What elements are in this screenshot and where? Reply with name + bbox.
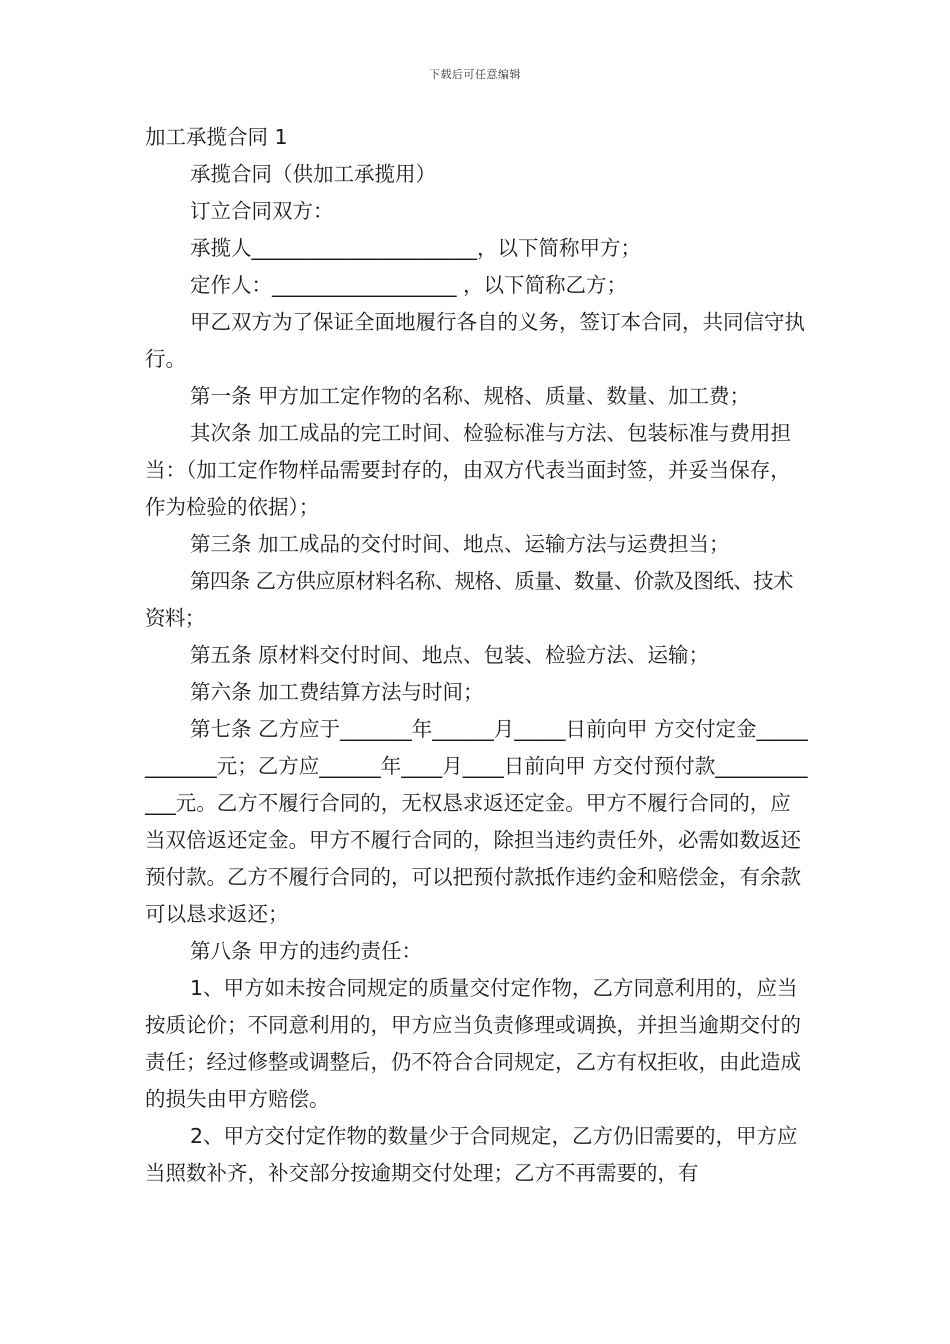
paragraph-subtitle: 承揽合同（供加工承揽用） — [190, 162, 436, 186]
clause-8-item-2: 2、甲方交付定作物的数量少于合同规定，乙方仍旧需要的，甲方应当照数补齐，补交部分按逾期交付处理；乙方不再需要的，有 — [145, 1124, 798, 1185]
clause-8: 第八条 甲方的违约责任： — [190, 939, 423, 963]
clause-3: 第三条 加工成品的交付时间、地点、运输方法与运费担当； — [190, 532, 730, 556]
clause-5: 第五条 原材料交付时间、地点、包装、检验方法、运输； — [190, 643, 710, 667]
paragraph-parties-heading: 订立合同双方： — [190, 199, 334, 223]
document-title: 加工承揽合同 1 — [145, 125, 288, 149]
header-note: 下载后可任意编辑 — [429, 68, 521, 81]
clause-7: 第七条 乙方应于_______年______月_____日前向甲 方交付定金____________元；乙方应______年____月____日前向甲 方交付预付款____________元。乙方不履行合同的，无权恳求返还定金。甲方不履行合同的，应当双倍返还定金。甲方不履行合同的，除担当违约责任外，必需如数返还预付款。乙方不履行合同的，可以把预付款抵作违约金和赔偿金，有余款可以恳求返还； — [145, 717, 808, 926]
clause-1: 第一条 甲方加工定作物的名称、规格、质量、数量、加工费； — [190, 384, 751, 408]
paragraph-orderer: 定作人：__________________ ，以下简称乙方； — [190, 273, 628, 297]
clause-8-item-1: 1、甲方如未按合同规定的质量交付定作物，乙方同意利用的，应当按质论价；不同意利用的，甲方应当负责修理或调换，并担当逾期交付的责任；经过修整或调整后，仍不符合合同规定，乙方有权拒收，由此造成的损失由甲方赔偿。 — [145, 976, 801, 1111]
clause-6: 第六条 加工费结算方法与时间； — [190, 680, 484, 704]
clause-2: 其次条 加工成品的完工时间、检验标准与方法、包装标准与费用担当：（加工定作物样品需要封存的，由双方代表当面封签，并妥当保存，作为检验的依据）； — [145, 421, 792, 519]
clause-4: 第四条 乙方供应原材料名称、规格、质量、数量、价款及图纸、技术资料； — [145, 569, 793, 630]
paragraph-preamble: 甲乙双方为了保证全面地履行各自的义务，签订本合同，共同信守执行。 — [145, 310, 805, 371]
document-body — [145, 119, 811, 1192]
paragraph-contractor: 承揽人______________________，以下简称甲方； — [190, 236, 641, 260]
